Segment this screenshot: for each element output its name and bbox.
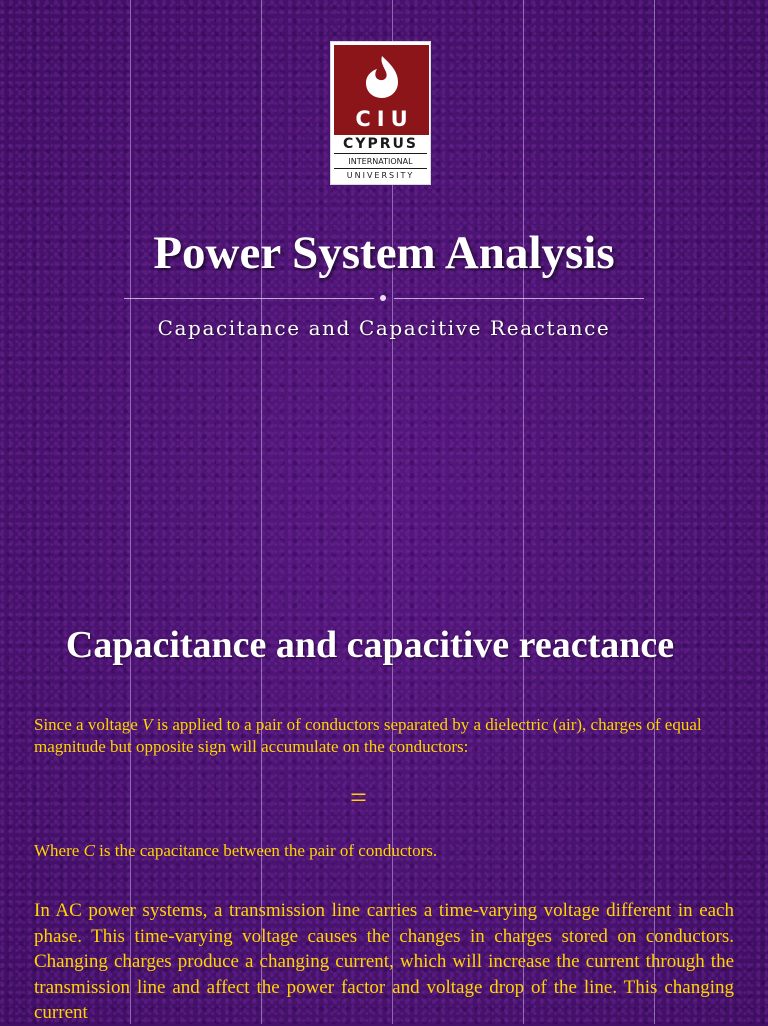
grid-line: [130, 0, 131, 1024]
logo-name: CYPRUS: [343, 136, 418, 152]
p1-variable: V: [142, 715, 153, 734]
p1-text-a: Since a voltage: [34, 715, 143, 734]
slide-subtitle: Capacitance and Capacitive Reactance: [157, 316, 611, 340]
paragraph-capacitance: [34, 840, 734, 862]
p2-variable: C: [83, 841, 95, 860]
grid-line: [654, 0, 655, 1024]
logo-line-international: INTERNATIONAL: [348, 157, 413, 166]
logo-line-university: UNIVERSITY: [346, 171, 415, 180]
title-divider-left: [124, 298, 374, 299]
p2-text-a: Where: [34, 841, 84, 860]
p2-text-b: is the capacitance between the pair of conductors.: [94, 841, 438, 860]
flame-icon: [358, 50, 406, 106]
title-divider-right: [394, 298, 644, 299]
ciu-logo: [330, 41, 431, 185]
paragraph-ac-systems: In AC power systems, a transmission line carries a time-varying voltage different in each phase. This time-varying voltage causes the changes in charges stored on conductors. Changing charges produce a changing current, which will increase the current through the transmission line and affect the power factor and voltage drop of the line. This changing current: [34, 900, 734, 1023]
divider-dot: [380, 295, 386, 301]
grid-line: [523, 0, 524, 1024]
logo-rule: [334, 153, 427, 154]
p1-text-b: is applied to a pair of conductors separated by a dielectric (air), charges of equal magnitude but opposite sign will accumulate on the conductors:: [34, 715, 702, 756]
logo-rule: [334, 168, 427, 169]
slide-title: Power System Analysis: [153, 227, 615, 279]
grid-line: [261, 0, 262, 1024]
logo-red-block: [334, 45, 429, 135]
equation: =: [350, 781, 367, 814]
section-heading: Capacitance and capacitive reactance: [65, 624, 675, 666]
paragraph-voltage: [34, 714, 734, 758]
logo-letters: CIU: [355, 107, 414, 131]
